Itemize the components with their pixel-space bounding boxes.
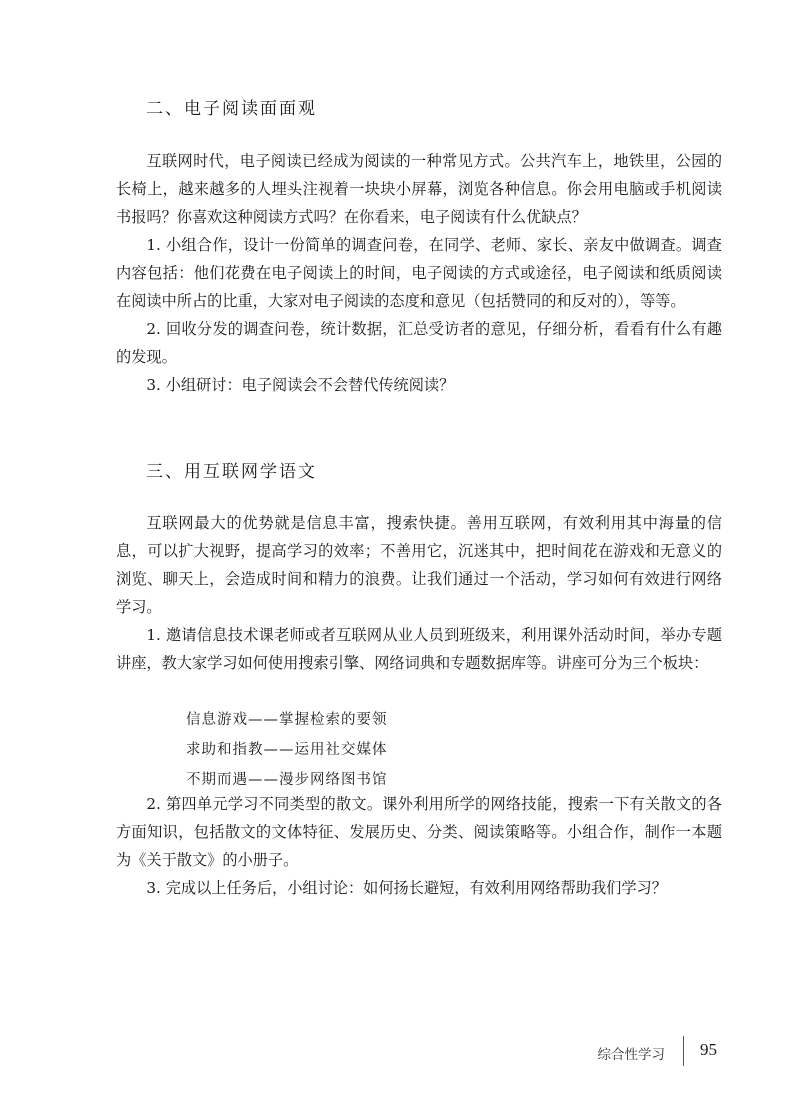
section-body-electronic-reading	[116, 147, 722, 399]
footer-divider	[683, 1036, 684, 1066]
lecture-module-item: 求助和指教——运用社交媒体	[186, 742, 388, 758]
section-body-internet-learning-continued	[116, 790, 722, 902]
task-item-2: 2. 第四单元学习不同类型的散文。课外利用所学的网络技能，搜索一下有关散文的各方面知识，包括散文的文体特征、发展历史、分类、阅读策略等。小组合作，制作一本题为《关于散文》的小册子。	[116, 795, 722, 869]
footer-section-label: 综合性学习	[597, 1047, 665, 1063]
task-item-1: 1. 小组合作，设计一份简单的调查问卷，在同学、老师、家长、亲友中做调查。调查内容包括：他们花费在电子阅读上的时间，电子阅读的方式或途径，电子阅读和纸质阅读在阅读中所占的比重，大家对电子阅读的态度和意见（包括赞同的和反对的），等等。	[116, 236, 722, 310]
section-body-internet-learning	[116, 509, 722, 677]
task-item-2: 2. 回收分发的调查问卷，统计数据，汇总受访者的意见，仔细分析，看看有什么有趣的发现。	[116, 320, 722, 366]
lecture-module-item: 不期而遇——漫步网络图书馆	[186, 772, 388, 788]
page-number: 95	[700, 1040, 717, 1059]
task-item-3: 3. 小组研讨：电子阅读会不会替代传统阅读？	[146, 376, 455, 394]
lecture-module-list	[186, 705, 388, 795]
paragraph-intro: 互联网时代，电子阅读已经成为阅读的一种常见方式。公共汽车上，地铁里，公园的长椅上，越来越多的人埋头注视着一块块小屏幕，浏览各种信息。你会用电脑或手机阅读书报吗？你喜欢这种阅读方式吗？在你看来，电子阅读有什么优缺点？	[116, 152, 722, 226]
section-heading-internet-learning: 三、用互联网学语文	[146, 462, 317, 482]
paragraph-intro: 互联网最大的优势就是信息丰富，搜索快捷。善用互联网，有效利用其中海量的信息，可以扩大视野，提高学习的效率；不善用它，沉迷其中，把时间花在游戏和无意义的浏览、聊天上，会造成时间和精力的浪费。让我们通过一个活动，学习如何有效进行网络学习。	[116, 514, 722, 616]
section-heading-electronic-reading: 二、电子阅读面面观	[146, 99, 317, 119]
task-item-3: 3. 完成以上任务后，小组讨论：如何扬长避短，有效利用网络帮助我们学习？	[146, 879, 667, 897]
task-item-1: 1. 邀请信息技术课老师或者互联网从业人员到班级来，利用课外活动时间，举办专题讲座，教大家学习如何使用搜索引擎、网络词典和专题数据库等。讲座可分为三个板块：	[116, 626, 722, 672]
lecture-module-item: 信息游戏——掌握检索的要领	[186, 712, 388, 728]
